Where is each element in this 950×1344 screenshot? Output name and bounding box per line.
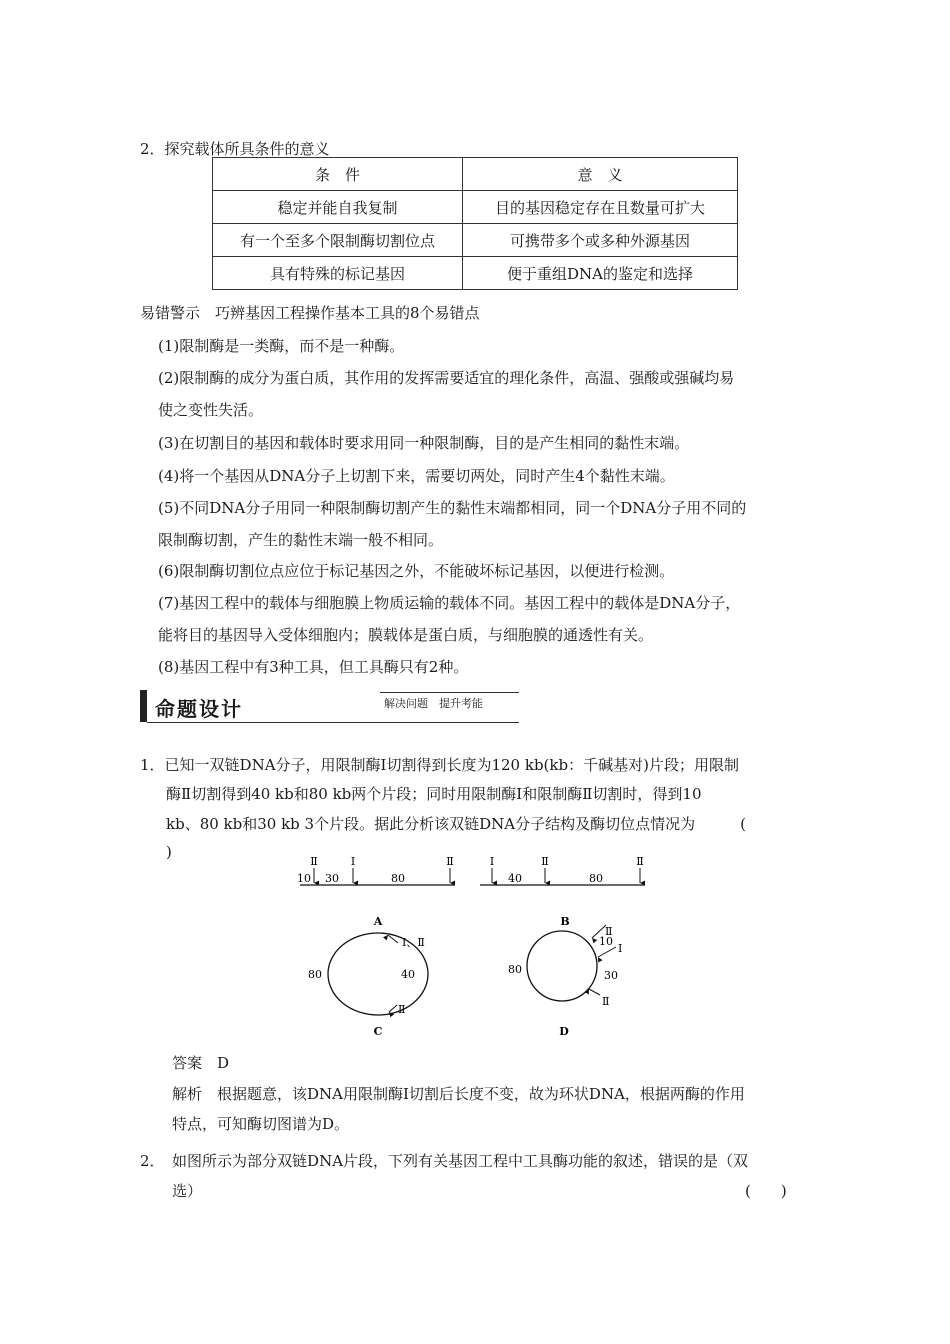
- diagram-label: D: [559, 1025, 569, 1038]
- warning-item: (7)基因工程中的载体与细胞膜上物质运输的载体不同。基因工程中的载体是DNA分子，: [158, 594, 741, 612]
- segment-label: 40: [508, 872, 522, 885]
- warning-item: (6)限制酶切割位点应位于标记基因之外，不能破坏标记基因，以便进行检测。: [158, 562, 675, 580]
- warning-item: (8)基因工程中有3种工具，但工具酶只有2种。: [158, 658, 469, 676]
- segment-label: 80: [391, 872, 405, 885]
- diagram-label: C: [373, 1025, 383, 1038]
- warning-title: 易错警示 巧辨基因工程操作基本工具的8个易错点: [140, 304, 480, 322]
- warning-item: (2)限制酶的成分为蛋白质，其作用的发挥需要适宜的理化条件，高温、强酸或强碱均易: [158, 369, 735, 387]
- segment-label: 80: [508, 963, 522, 976]
- warning-item: 使之变性失活。: [158, 401, 264, 419]
- table-header-cell: 意 义: [463, 158, 738, 191]
- banner-subtitle: 解决问题 提升考能: [384, 697, 483, 710]
- question-1-line: 1．已知一双链DNA分子，用限制酶Ⅰ切割得到长度为120 kb(kb：千碱基对)片段；用限制: [140, 756, 739, 774]
- table-cell: 目的基因稳定存在且数量可扩大: [463, 191, 738, 224]
- diagram-label: A: [373, 915, 383, 928]
- marker-label: Ⅰ: [350, 855, 356, 868]
- diagram-a: [297, 855, 455, 928]
- warning-item: 能将目的基因导入受体细胞内；膜载体是蛋白质，与细胞膜的通透性有关。: [158, 626, 654, 644]
- table-cell: 稳定并能自我复制: [213, 191, 463, 224]
- analysis-line: 解析 根据题意，该DNA用限制酶Ⅰ切割后长度不变，故为环状DNA，根据两酶的作用: [172, 1085, 745, 1103]
- marker-label: Ⅰ、Ⅱ: [402, 936, 425, 949]
- segment-label: 10: [297, 872, 311, 885]
- question-2-line: 2． 如图所示为部分双链DNA片段，下列有关基因工程中工具酶功能的叙述，错误的是（双: [140, 1152, 749, 1170]
- warning-item: (4)将一个基因从DNA分子上切割下来，需要切两处，同时产生4个黏性末端。: [158, 467, 675, 485]
- segment-label: 30: [325, 872, 339, 885]
- table-cell: 可携带多个或多种外源基因: [463, 224, 738, 257]
- segment-label: 30: [604, 969, 618, 982]
- warning-item: (5)不同DNA分子用同一种限制酶切割产生的黏性末端都相同，同一个DNA分子用不同的: [158, 499, 747, 517]
- diagram-b: [480, 855, 645, 928]
- diagram-c: [308, 933, 428, 1038]
- table-cell: 具有特殊的标记基因: [213, 257, 463, 290]
- warning-item: 限制酶切割，产生的黏性末端一般不相同。: [158, 531, 444, 549]
- marker-label: Ⅱ: [541, 855, 549, 868]
- table-header-row: [213, 158, 738, 191]
- diagram-d: [508, 925, 622, 1038]
- segment-label: 80: [589, 872, 603, 885]
- segment-label: 40: [401, 968, 415, 981]
- condition-table: [212, 157, 738, 290]
- question-1-line: 酶Ⅱ切割得到40 kb和80 kb两个片段；同时用限制酶Ⅰ和限制酶Ⅱ切割时，得到10: [166, 785, 702, 803]
- analysis-line: 特点，可知酶切图谱为D。: [172, 1115, 350, 1133]
- question-2-line: 选）: [172, 1182, 203, 1200]
- marker-label: Ⅱ: [398, 1003, 406, 1016]
- table-row: [213, 191, 738, 224]
- marker-label: Ⅱ: [446, 855, 454, 868]
- table-row: [213, 224, 738, 257]
- table-header-cell: 条 件: [213, 158, 463, 191]
- warning-item: (1)限制酶是一类酶，而不是一种酶。: [158, 337, 405, 355]
- marker-label: Ⅰ: [489, 855, 495, 868]
- banner-bar: [140, 690, 147, 722]
- warning-item: (3)在切割目的基因和载体时要求用同一种限制酶，目的是产生相同的黏性末端。: [158, 434, 690, 452]
- banner-title: 命题设计: [155, 697, 243, 721]
- marker-label: Ⅰ: [618, 942, 623, 955]
- marker-label: Ⅱ: [636, 855, 644, 868]
- question-1-line: kb、80 kb和30 kb 3个片段。据此分析该双链DNA分子结构及酶切位点情况为 (: [166, 815, 746, 833]
- table-cell: 有一个至多个限制酶切割位点: [213, 224, 463, 257]
- table-cell: 便于重组DNA的鉴定和选择: [463, 257, 738, 290]
- diagram-label: B: [560, 915, 570, 928]
- segment-label: 80: [308, 968, 322, 981]
- marker-label: Ⅱ: [605, 925, 613, 938]
- banner-rule: [147, 722, 519, 723]
- table-row: [213, 257, 738, 290]
- section-title: 2．探究载体所具条件的意义: [140, 140, 330, 158]
- segment-label: 10: [599, 935, 613, 948]
- banner-top-rule: [380, 692, 519, 693]
- question-1-line: ): [166, 843, 172, 861]
- enzyme-map-figure: [290, 855, 660, 1040]
- answer-blank: ( ): [745, 1182, 787, 1200]
- marker-label: Ⅱ: [602, 995, 610, 1008]
- marker-label: Ⅱ: [310, 855, 318, 868]
- answer-text: 答案 D: [172, 1054, 230, 1072]
